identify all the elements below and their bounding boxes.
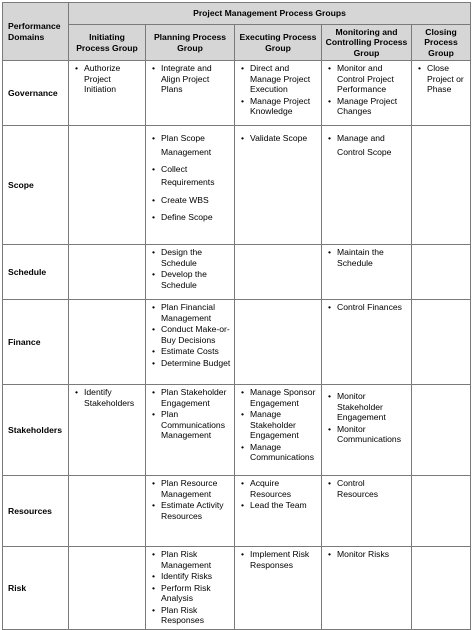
process-list: [149, 63, 231, 94]
cell-initiating: [69, 126, 146, 245]
process-item: • Estimate Activity Resources: [161, 500, 231, 521]
process-item: • Manage Sponsor Engagement: [250, 387, 318, 408]
cell-executing: [235, 61, 322, 126]
process-item: • Plan Risk Management: [161, 549, 231, 570]
domain-label: Risk: [3, 547, 69, 629]
process-list: [325, 132, 408, 159]
domain-row-stakeholders: [3, 385, 471, 476]
process-item: • Monitor and Control Project Performance: [337, 63, 408, 94]
process-item: • Maintain the Schedule: [337, 247, 408, 268]
cell-planning: [146, 476, 235, 547]
process-item: • Plan Stakeholder Engagement: [161, 387, 231, 408]
process-groups-table: [2, 2, 471, 630]
process-list: [325, 391, 408, 444]
groups-title: Project Management Process Groups: [69, 3, 471, 25]
cell-planning: [146, 245, 235, 300]
process-list: [72, 63, 142, 94]
process-list: [149, 132, 231, 224]
cell-closing: [412, 245, 471, 300]
process-list: [238, 478, 318, 510]
cell-planning: [146, 547, 235, 629]
process-item: • Perform Risk Analysis: [161, 583, 231, 604]
process-list: [149, 387, 231, 440]
column-header-closing: Closing Process Group: [412, 25, 471, 61]
process-list: [415, 63, 467, 94]
cell-planning: [146, 126, 235, 245]
cell-initiating: [69, 547, 146, 629]
process-list: [325, 63, 408, 116]
cell-initiating: [69, 476, 146, 547]
process-item: • Manage Project Knowledge: [250, 96, 318, 117]
process-item: • Define Scope: [161, 211, 231, 224]
domain-row-schedule: [3, 245, 471, 300]
cell-monitoring: [322, 300, 412, 385]
process-item: • Develop the Schedule: [161, 269, 231, 290]
cell-executing: [235, 476, 322, 547]
process-list: [149, 549, 231, 625]
cell-closing: [412, 385, 471, 476]
column-header-planning: Planning Process Group: [146, 25, 235, 61]
cell-monitoring: [322, 61, 412, 126]
domain-label: Resources: [3, 476, 69, 547]
process-list: [325, 549, 408, 559]
column-header-executing: Executing Process Group: [235, 25, 322, 61]
cell-executing: [235, 385, 322, 476]
process-item: • Plan Financial Management: [161, 302, 231, 323]
process-list: [325, 247, 408, 268]
domain-label: Schedule: [3, 245, 69, 300]
cell-planning: [146, 300, 235, 385]
process-item: • Manage Communications: [250, 442, 318, 463]
process-item: • Close Project or Phase: [427, 63, 467, 94]
cell-monitoring: [322, 385, 412, 476]
process-item: • Direct and Manage Project Execution: [250, 63, 318, 94]
process-item: • Lead the Team: [250, 500, 318, 510]
domain-row-scope: [3, 126, 471, 245]
domains-header: Performance Domains: [3, 3, 69, 61]
process-list: [238, 132, 318, 145]
cell-closing: [412, 300, 471, 385]
domain-row-risk: [3, 547, 471, 629]
domain-row-governance: [3, 61, 471, 126]
cell-executing: [235, 300, 322, 385]
process-item: • Control Finances: [337, 302, 408, 312]
cell-planning: [146, 61, 235, 126]
column-header-monitoring: Monitoring and Controlling Process Group: [322, 25, 412, 61]
process-item: • Validate Scope: [250, 132, 318, 145]
process-item: • Create WBS: [161, 194, 231, 207]
process-item: • Identify Stakeholders: [84, 387, 142, 408]
cell-closing: [412, 476, 471, 547]
process-item: • Manage Stakeholder Engagement: [250, 409, 318, 440]
process-list: [238, 549, 318, 570]
cell-monitoring: [322, 476, 412, 547]
process-item: • Design the Schedule: [161, 247, 231, 268]
process-item: • Plan Resource Management: [161, 478, 231, 499]
process-item: • Monitor Communications: [337, 424, 408, 445]
process-item: • Monitor Stakeholder Engagement: [337, 391, 408, 422]
cell-executing: [235, 547, 322, 629]
cell-initiating: [69, 245, 146, 300]
process-item: • Control Resources: [337, 478, 408, 499]
process-list: [149, 302, 231, 368]
cell-planning: [146, 385, 235, 476]
process-item: • Plan Scope Management: [161, 132, 231, 159]
domain-row-resources: [3, 476, 471, 547]
process-list: [325, 302, 408, 312]
process-item: • Monitor Risks: [337, 549, 408, 559]
domain-label: Governance: [3, 61, 69, 126]
process-list: [149, 247, 231, 290]
domain-label: Scope: [3, 126, 69, 245]
cell-monitoring: [322, 126, 412, 245]
domain-row-finance: [3, 300, 471, 385]
process-list: [238, 63, 318, 116]
column-header-initiating: Initiating Process Group: [69, 25, 146, 61]
cell-executing: [235, 126, 322, 245]
cell-closing: [412, 126, 471, 245]
cell-closing: [412, 547, 471, 629]
cell-executing: [235, 245, 322, 300]
process-item: • Authorize Project Initiation: [84, 63, 142, 94]
cell-monitoring: [322, 547, 412, 629]
process-item: • Integrate and Align Project Plans: [161, 63, 231, 94]
process-item: • Estimate Costs: [161, 346, 231, 356]
process-list: [325, 478, 408, 499]
process-list: [238, 387, 318, 462]
domain-label: Stakeholders: [3, 385, 69, 476]
cell-closing: [412, 61, 471, 126]
cell-initiating: [69, 61, 146, 126]
process-item: • Identify Risks: [161, 571, 231, 581]
cell-initiating: [69, 300, 146, 385]
process-item: • Collect Requirements: [161, 163, 231, 190]
process-list: [72, 387, 142, 408]
process-item: • Acquire Resources: [250, 478, 318, 499]
cell-initiating: [69, 385, 146, 476]
process-item: • Manage and Control Scope: [337, 132, 408, 159]
process-item: • Manage Project Changes: [337, 96, 408, 117]
process-list: [149, 478, 231, 521]
process-item: • Determine Budget: [161, 358, 231, 368]
cell-monitoring: [322, 245, 412, 300]
domain-label: Finance: [3, 300, 69, 385]
process-item: • Plan Risk Responses: [161, 605, 231, 626]
process-item: • Implement Risk Responses: [250, 549, 318, 570]
process-item: • Conduct Make-or-Buy Decisions: [161, 324, 231, 345]
process-item: • Plan Communications Management: [161, 409, 231, 440]
